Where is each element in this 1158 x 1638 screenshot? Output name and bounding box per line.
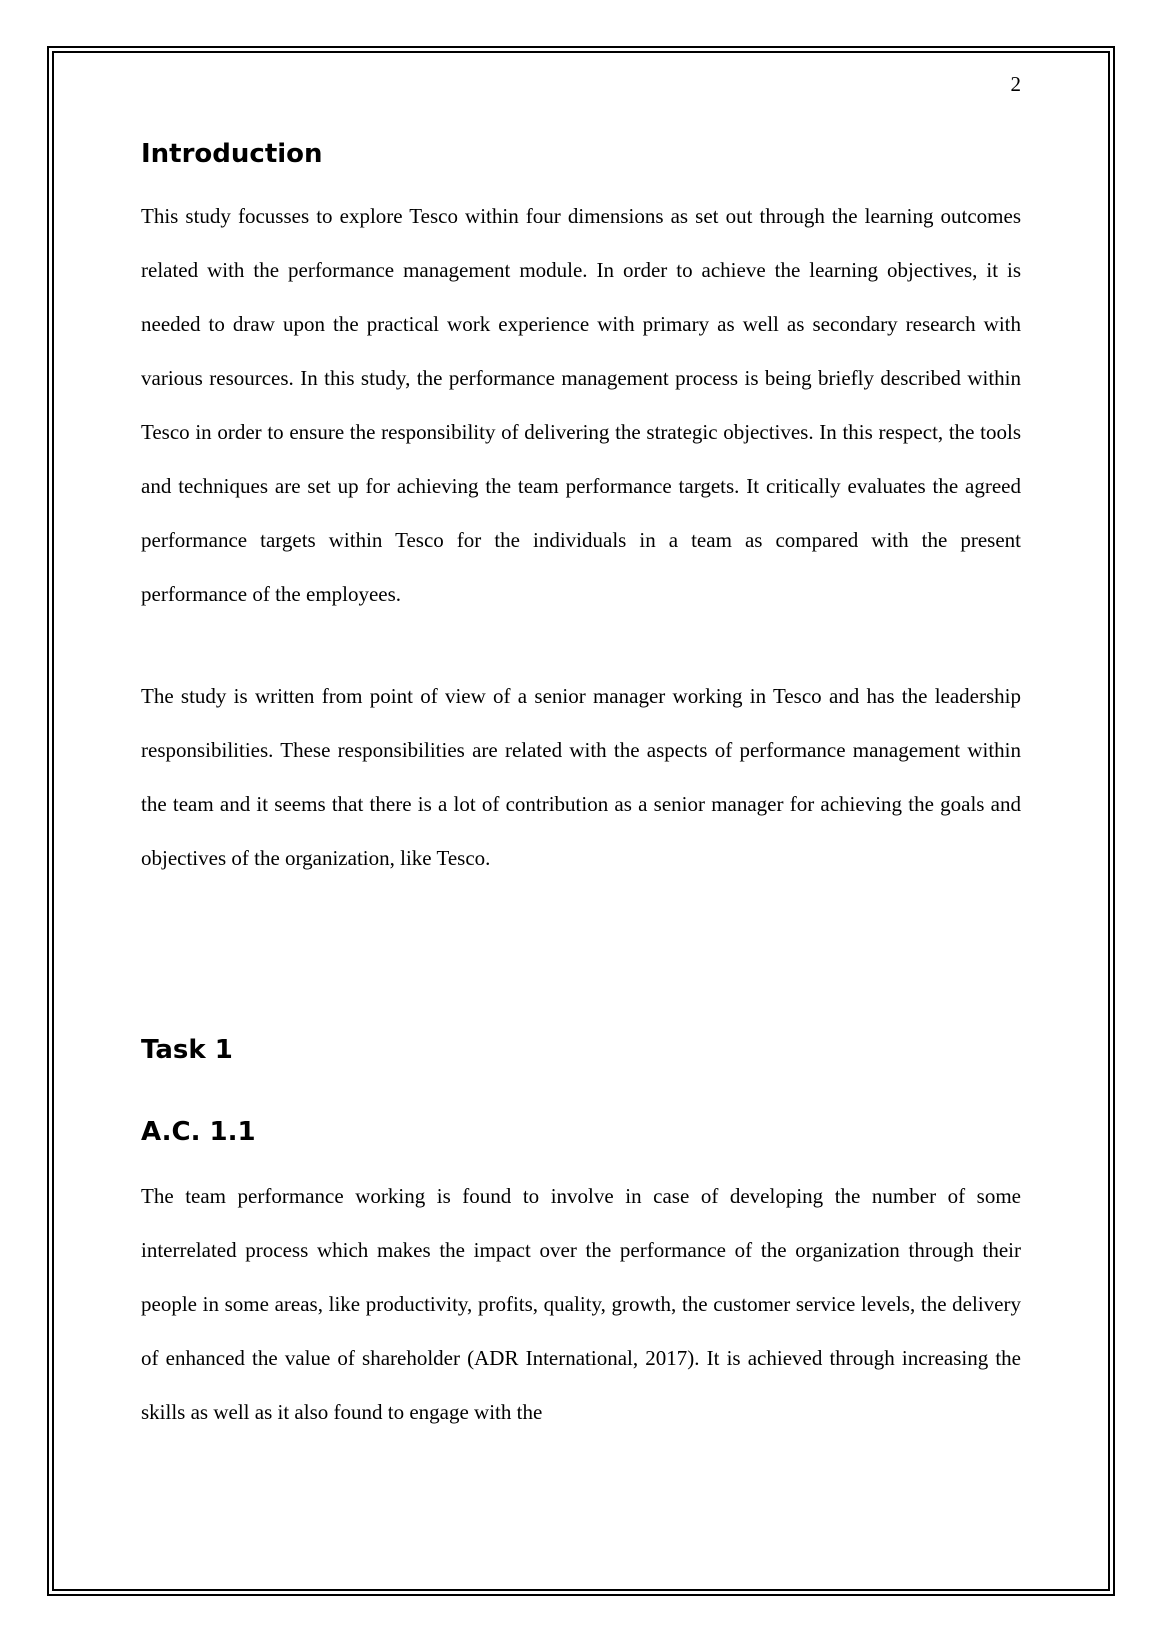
task-1-heading: Task 1 (141, 1035, 233, 1065)
task-1-paragraph-1: The team performance working is found to involve in case of developing the number of some interrelated process which makes the impact over the performance of the organization through their people in some areas, like productivity, profits, quality, growth, the customer service levels, the delivery of enhanced the value of shareholder (ADR International, 2017). It is achieved through increasing the skills as well as it also found to engage with the (141, 1184, 1021, 1424)
introduction-paragraph-2: The study is written from point of view of a senior manager working in Tesco and has the leadership responsibilities. These responsibilities are related with the aspects of performance management within the team and it seems that there is a lot of contribution as a senior manager for achieving the goals and objectives of the organization, like Tesco. (141, 684, 1021, 870)
introduction-heading: Introduction (141, 139, 323, 169)
page-number: 2 (1010, 72, 1021, 96)
introduction-paragraph-1: This study focusses to explore Tesco within four dimensions as set out through the learning outcomes related with the performance management module. In order to achieve the learning objectives, it is needed to draw upon the practical work experience with primary as well as secondary research with various resources. In this study, the performance management process is being briefly described within Tesco in order to ensure the responsibility of delivering the strategic objectives. In this respect, the tools and techniques are set up for achieving the team performance targets. It critically evaluates the agreed performance targets within Tesco for the individuals in a team as compared with the present performance of the employees. (141, 204, 1021, 606)
ac-1-1-heading: A.C. 1.1 (141, 1117, 256, 1147)
